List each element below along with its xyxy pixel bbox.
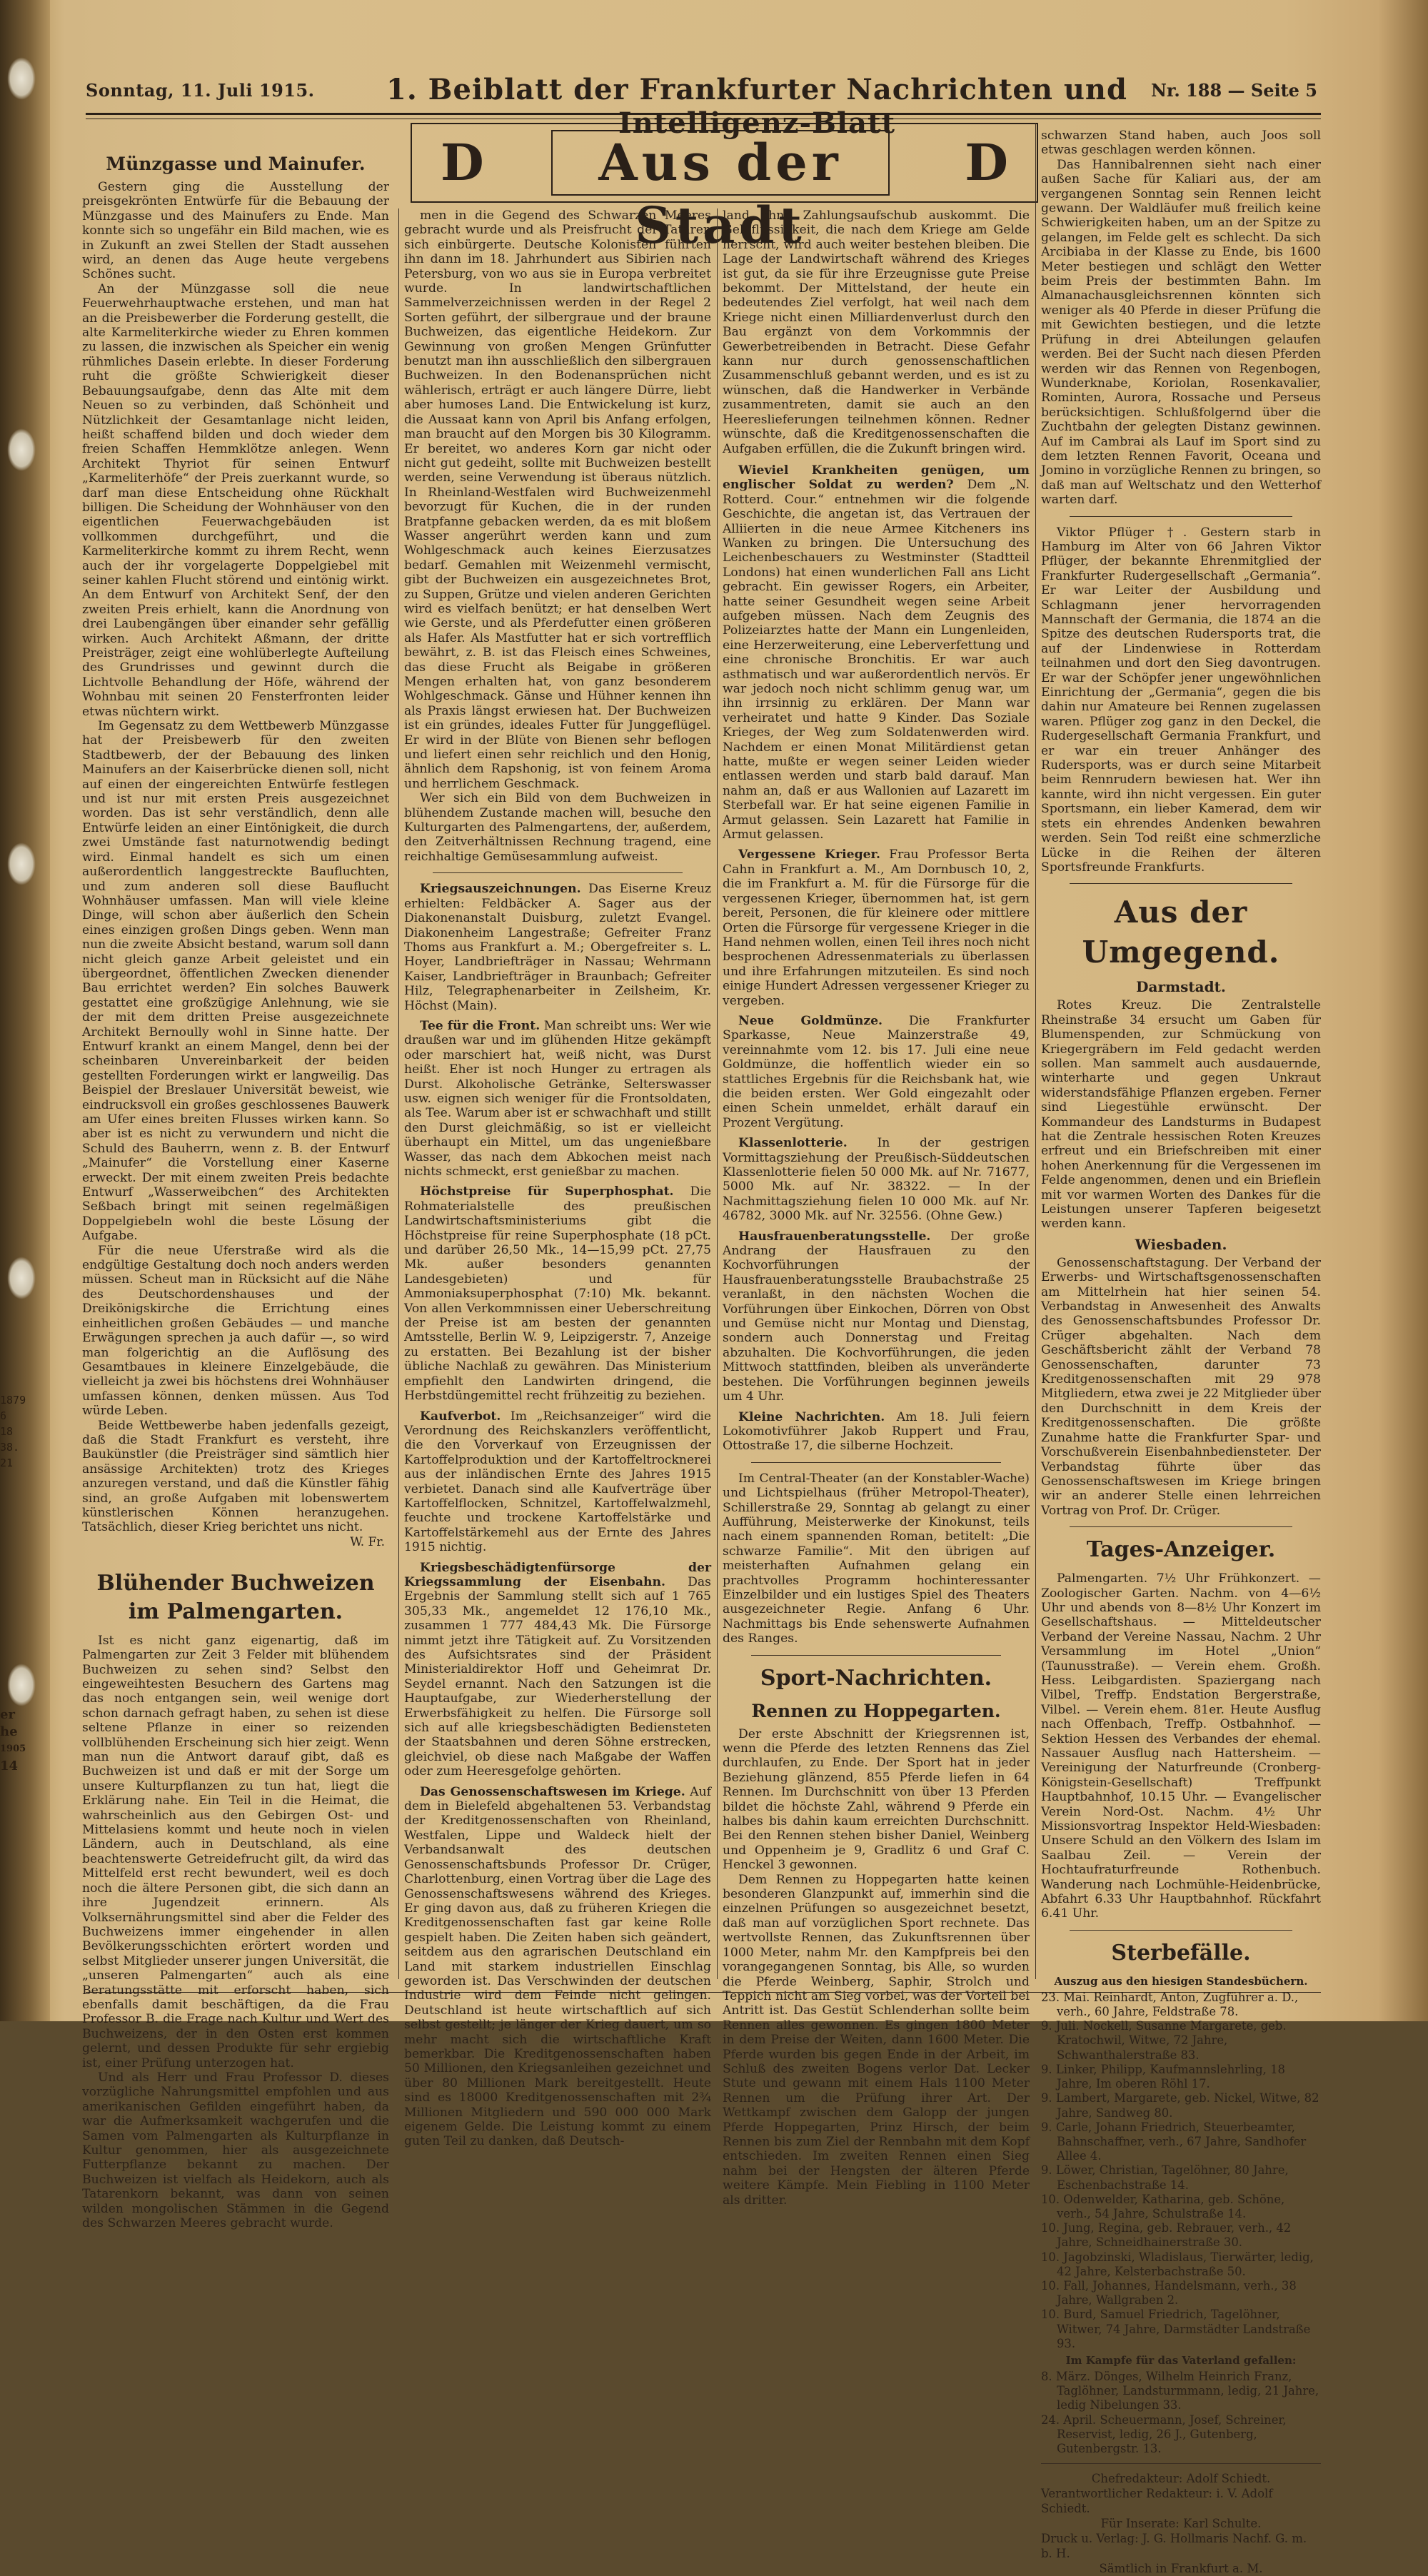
- imprint: [1041, 2471, 1321, 2576]
- section-title-frame: [551, 130, 890, 255]
- news-item-head: Hausfrauenberatungsstelle.: [738, 1229, 931, 1244]
- death-entry: 9. Lambert, Margarete, geb. Nickel, Witwe, 82 Jahre, Sandweg 80.: [1041, 2091, 1319, 2120]
- place-heading: Wiesbaden.: [1135, 1235, 1227, 1253]
- edge-number: 6: [0, 1409, 7, 1422]
- article-paragraph: land ohne Zahlungsaufschub auskommt. Die Geldflüssigkeit, die nach dem Kriege am Gelde herrscht, wird auch weiter bestehen bleiben. Die Lage der Landwirtschaft während des Krieges ist gut, da sie für ihre Erzeugnisse gute Preise bekommt. Der Mittelstand, der heute ein bedeutendes Ziel verfolgt, hat weil nach dem Kriege nicht einen Milliardenverlust durch den Bau ergänzt von dem Vorkommnis der Gewerbetreibenden in Betracht. Diese Gefahr kann nur durch genossenschaftlichen Zusammenschluß gebannt werden, und es ist zu wünschen, daß die Handwerker in Verbände zusammentreten, damit sie auch an den Heereslieferungen teilnehmen können. Redner wünschte, daß die Kreditgenossenschaften die Aufgaben erfüllen, die die Zukunft bringen wird.: [723, 208, 1030, 456]
- article-paragraph: Für die neue Uferstraße wird als die endgültige Gestaltung doch noch anders werden müssen. Scheut man in Rücksicht auf die Nähe des Deutschordenshauses und der Dreikönigskirche die Errichtung eines einheitlichen großen Gebäudes — und manche Erwägungen sprechen ja auch dafür —, so wird man folgerichtig an die Auflösung des Gesamtbaues in kleinere Einzelgebäude, die vielleicht ja zwei bis höchstens drei Wohnhäuser umfassen können, denken müssen. Aus Tod würde Leben.: [82, 1243, 389, 1419]
- news-item-head: Vergessene Krieger.: [738, 847, 880, 862]
- edge-number: er: [0, 1707, 15, 1722]
- fallen-entry: 24. April. Scheuermann, Josef, Schreiner, Reservist, ledig, 26 J., Gutenberg, Gutenbergstr. 13.: [1041, 2413, 1287, 2455]
- section-heading-tages: Tages-Anzeiger.: [1086, 1537, 1276, 1563]
- section-title: Aus der Stadt: [598, 133, 843, 255]
- imprint-line: Verantwortlicher Redakteur: i. V. Adolf Schiedt.: [1041, 2487, 1273, 2516]
- death-entry: 9. Carle, Johann Friedrich, Steuerbeamter, Bahnschaffner, verh., 67 Jahre, Sandhofer Allee 4.: [1041, 2120, 1307, 2163]
- separator: [1070, 883, 1292, 884]
- news-item-text: Die Frankfurter Sparkasse, Neue Mainzerstraße 49, vereinnahmte vom 12. bis 17. Juli eine neue Goldmünze, die hoffentlich wieder ein so stattliches Ergebnis für die Reichsbank hat, wie die beiden ersten. Wer Gold eingezahlt oder einen Schein unmeldet, erhält darauf ein Prozent Vergütung.: [723, 1013, 1030, 1130]
- column-divider: [398, 208, 399, 1979]
- article-paragraph: men in die Gegend des Schwarzen Meeres gebracht wurde und als Preisfrucht der Tataren sich einbürgerte. Deutsche Kolonisten führten ihn dann im 18. Jahrhundert aus Sibirien nach Petersburg, von wo aus sie in Europa verbreitet wurde. In landwirtschaftlichen Sammelverzeichnissen werden in der Regel 2 Sorten geführt, der silbergraue und der braune Buchweizen, das eigentliche Heidekorn. Zur Gewinnung von großen Mengen Grünfutter benutzt man ihn ausschließlich den silbergrauen Buchweizen. In den Bodenansprüchen nicht wählerisch, erträgt er auch längere Dürre, liebt aber humoses Land. Die Entwickelung ist kurz, die Aussaat kann von April bis Anfang erfolgen, man braucht auf den Morgen bis 30 Kilogramm. Er bereitet, wo anderes Korn gar nicht oder nicht gut gedeiht, sollte mit Buchweizen bestellt werden, seine Verwendung ist überaus nützlich. In Rheinland-Westfalen wird Buchweizenmehl bevorzugt für Kuchen, die in der runden Bratpfanne gebacken werden, da es mit bloßem Wasser angerührt werden kann und zum Wohlgeschmack auch keines Eierzusatzes bedarf. Gemahlen mit Weizenmehl vermischt, gibt der Buchweizen ein ausgezeichnetes Brot, zu Suppen, Grütze und vielen anderen Gerichten wird es vielfach benützt; er hat denselben Wert wie Gerste, und als Pferdefutter einen größeren als Hafer. Als Mastfutter hat er sich vortrefflich bewährt, z. B. ist das Fleisch eines Schweines, das diese Frucht als Beigabe in größeren Mengen erhalten hat, von ganz besonderem Wohlgeschmack. Gänse und Hühner kennen ihn als Praxis längst erwiesen hat. Der Buchweizen ist ein gründes, ideales Futter für Junggeflügel. Er wird in der Blüte von Bienen sehr beflogen und liefert einen sehr reichlich und den Honig, ähnlich dem Rapshonig, ist von feinem Aroma und herrlichem Geschmack.: [404, 208, 711, 791]
- news-item: [723, 1136, 1030, 1223]
- edge-number: 1905: [0, 1744, 26, 1754]
- death-entry: 10. Jagobzinski, Wladislaus, Tierwärter, ledig, 42 Jahre, Kelsterbachstraße 50.: [1041, 2250, 1314, 2278]
- theater-notice: Im Central-Theater (an der Konstabler-Wache) und Lichtspielhaus (früher Metropol-Theater), Schillerstraße 29, Sonntag ab gelangt zu einer Aufführung, Meisterwerke der Kinokunst, teils nach einem spannenden Roman, betitelt: „Die schwarze Familie“. Mit den übrigen auf meisterhaften Aufnahmen gelang ein prachtvolles Programm hochinteressanter Einzelbilder und ein lustiges Spiel des Theaters ausgezeichneter Regie. Anfang 6 Uhr. Nachmittags bis Ende sehenswerte Aufnahmen des Ranges.: [723, 1471, 1030, 1646]
- death-entry: 9. Löwer, Christian, Tagelöhner, 80 Jahre, Eschenbachstraße 14.: [1041, 2163, 1289, 2192]
- stitch: [7, 1664, 36, 1706]
- edge-numbers-lower: [0, 1706, 26, 1775]
- ornament-right: D: [965, 133, 1008, 192]
- edge-number: 1879: [0, 1394, 26, 1407]
- news-item-head: Kriegsbeschädigtenfürsorge der Kriegssammlung der Eisenbahn.: [404, 1560, 711, 1589]
- article-heading: Blühender Buchweizen im Palmengarten.: [96, 1570, 375, 1624]
- edge-number: 21: [0, 1456, 14, 1469]
- news-item-text: Das Ergebnis der Sammlung stellt sich auf 1 765 305,33 Mk., angemeldet 12 176,10 Mk., zusammen 1 777 484,43 Mk. Die Fürsorge nimmt jetzt ihre Tätigkeit auf. Zu Vorsitzenden des Aufsichtsrates sind der Präsident Ministerialdirektor Hoff und Geheimrat Dr. Seydel ernannt. Nach den Satzungen ist die Hauptaufgabe, zur Wiederherstellung der Erwerbsfähigkeit zu helfen. Die Fürsorge soll sich auf alle kriegsbeschädigten Bediensteten der Staatsbahnen und deren Söhne erstrecken, gleichviel, ob diese nach Maßgabe der Waffen oder zum Heeresgefolge gehörten.: [404, 1574, 711, 1779]
- death-entry: 10. Fall, Johannes, Handelsmann, verh., 38 Jahre, Wallgraben 2.: [1041, 2278, 1297, 2308]
- article-paragraph: Im Gegensatz zu dem Wettbewerb Münzgasse hat der Preisbewerb für den zweiten Stadtbewerb, der der Bebauung des linken Mainufers an der Kaiserbrücke dienen soll, nicht auf einen der eingereichten Entwürfe festlegen und ist nur mit ersten Preis ausgezeichnet worden. Das ist sehr verständlich, denn alle Entwürfe leiden an einer Eintönigkeit, die durch zwei Umstände fast naturnotwendig bedingt wird. Einmal handelt es sich um einen außerordentlich langgestreckte Baufluchten, und zum anderen soll diese Bauflucht Wohnhäuser umfassen. Man will viele kleine Dinge, will schon aber äußerlich den Schein eines einzigen großen Dings geben. Wenn man nun die zweite Absicht bestand, warum soll dann nicht gleich ganze Arbeit geleistet und ein übergeordnet, öffentlichen Zwecken dienender Bau errichtet werden? Ein solches Bauwerk gestattet eine großzügige Anlehnung, wie sie der mit dem dritten Preise ausgezeichnete Architekt Bernoully wohl in Sinne hatte. Der Entwurf krankt an einem Mangel, denn bei der scheinbaren Unvereinbarkeit der beiden gestellten Forderungen wirkt er langweilig. Das Beispiel der Breslauer Universität beweist, wie eindrucksvoll ein großes geschlossenes Bauwerk am Ufer eines breiten Flusses wirken kann. So aber ist es nicht zu verwundern und nicht die Schuld des Bauherrn, wenn z. B. der Entwurf „Mainufer“ die Vorstellung einer Kaserne erweckt. Der mit einem zweiten Preis bedachte Entwurf „Wasserweibchen“ des Architekten Seßbach bringt mit seinen regelmäßigen Doppelgiebeln wohl die beste Lösung der Aufgabe.: [82, 719, 389, 1244]
- edge-number: he: [0, 1724, 18, 1739]
- article-paragraph: Wer sich ein Bild von dem Buchweizen in blühendem Zustande machen will, besuche den Kulturgarten des Palmengartens, der, außerdem, den Zeitverhältnissen Rechnung tragend, eine reichhaltige Gemüsesammlung aufweist.: [404, 791, 711, 864]
- article-paragraph: Genossenschaftstagung. Der Verband der Erwerbs- und Wirtschaftsgenossenschaften am Mittelrhein hat hier seinen 54. Verbandstag in Anwesenheit des Anwalts des Genossenschaftsbundes Professor Dr. Crüger abgehalten. Nach dem Geschäftsbericht zählt der Verband 78 Genossenschaften, darunter 73 Kreditgenossenschaften mit 29 978 Mitgliedern, etwa zwei je 22 Mitglieder über den Durchschnitt in dem Kreis der Kreditgenossenschaften. Die größte Zunahme hatte die Frankfurter Spar- und Vorschußverein Eisenbahnbediensteter. Der Verbandstag führte über das Genossenschaftswesen im Kriege bringen wir an anderer Stelle einen lehrreichen Vortrag von Prof. Dr. Crüger.: [1041, 1255, 1321, 1518]
- death-entry: 10. Burd, Samuel Friedrich, Tagelöhner, Witwer, 74 Jahre, Darmstädter Landstraße 93.: [1041, 2308, 1311, 2350]
- news-item-head: Das Genossenschaftswesen im Kriege.: [420, 1784, 685, 1799]
- news-item-text: In der gestrigen Vormittagsziehung der Preußisch-Süddeutschen Klassenlotterie fielen 50 000 Mk. auf Nr. 71677, 5000 Mk. auf Nr. 38322. — In der Nachmittagsziehung fielen 10 000 Mk. auf Nr. 46782, 3000 Mk. auf Nr. 32556. (Ohne Gew.): [723, 1136, 1030, 1224]
- footer-rule: [86, 1992, 1321, 1993]
- separator: [433, 872, 683, 873]
- news-item-head: Klassenlotterie.: [738, 1136, 848, 1151]
- news-item: [404, 1409, 711, 1555]
- stitch: [7, 1257, 36, 1299]
- article-paragraph: schwarzen Stand haben, auch Joos soll etwas geschlagen werden können.: [1041, 129, 1321, 158]
- column-2: [404, 208, 712, 2149]
- news-item: [404, 1561, 711, 1779]
- fallen-list: [1041, 2370, 1321, 2456]
- column-divider: [1035, 123, 1036, 1979]
- edge-number: 18: [0, 1425, 14, 1438]
- news-item: [723, 1014, 1030, 1130]
- article-heading: Münzgasse und Mainufer.: [106, 154, 366, 174]
- imprint-line: Druck u. Verlag: J. G. Hollmaris Nachf. G. m. b. H.: [1041, 2532, 1307, 2561]
- news-item-head: Neue Goldmünze.: [738, 1013, 883, 1028]
- imprint-line: Sämtlich in Frankfurt a. M.: [1099, 2562, 1263, 2576]
- masthead: 1. Beiblatt der Frankfurter Nachrichten und Intelligenz-Blatt: [386, 73, 1127, 140]
- article-paragraph: Das Hannibalrennen sieht nach einer außen Sache für Kaliari aus, der am vergangenen Sonntag sein Rennen leicht gewann. Der Waldläufer muß freilich keine Schwierigkeiten haben, um an der Spitze zu gelangen, im Felde gelt es schlecht. Da sich Arcibiaba in der Klasse zu Ende, bis 1600 Meter bestiegen und schlägt den Wetter beim Preis der bestimmten Bahn. Im Almanachausgleichsrennen könnten sich weniger als 40 Pferde in dieser Prüfung die mit Gewichten bestiegen, und die letzte Prüfung in drei Abteilungen gelaufen werden. Bei der Sucht nach diesen Pferden werden wir das Rennen von Regenbogen, Wunderknabe, Koriolan, Rosenkavalier, Rominten, Aurora, Rossache und Perseus berücksichtigen. Schlußfolgernd über die Zuchtbahn der gelegten Distanz gewinnen. Auf im Cambrai als Lauf im Sport sind zu dem letzten Rennen Favorit, Oceana und Jomino in vorzügliche Rennen zu bringen, so daß man auf Weltschatz und den Wetterhof warten darf.: [1041, 157, 1321, 508]
- death-entry: 9. Juli. Nockell, Susanne Margarete, geb. Kratochwil, Witwe, 72 Jahre, Schwanthalerstraße 83.: [1041, 2019, 1287, 2062]
- place-heading: Darmstadt.: [1136, 978, 1226, 996]
- news-item-text: Dem „N. Rotterd. Cour.“ entnehmen wir die folgende Geschichte, die angetan ist, das Vertrauen der Alliierten in die neue Armee Kitcheners ins Wanken zu bringen. Die Untersuchung des Leichenbeschauers zu Westminster (Stadtteil Londons) hat einen wunderlichen Fall ans Licht gebracht. Ein gewisser Rogers, ein Arbeiter, hatte seiner Gesundheit wegen seine Arbeit aufgeben müssen. Nach dem Zeugnis des Polizeiarztes hatte der Mann ein Lungenleiden, eine Herzerweiterung, eine Leberverfettung und eine chronische Bronchitis. Er war auch asthmatisch und war außerordentlich nervös. Er war jedoch noch nicht schlimm genug war, um ihn irrsinnig zu erklären. Der Mann war verheiratet und hatte 9 Kinder. Das Soziale Krieges, der Weg zum Soldatenwerden wird. Nachdem er einen Monat Militärdienst getan hatte, mußte er wegen seiner Leiden wieder entlassen werden und starb bald darauf. Man nahm an, daß er aus Wallonien auf Lazarett im Sterbefall war. Er hat seine eigenen Familie in Armut gelassen. Sein Lazarett hat Familie in Armut gelassen.: [723, 478, 1030, 842]
- deaths-subheading: Auszug aus den hiesigen Standesbüchern.: [1054, 1974, 1308, 1988]
- ornament-left: D: [441, 133, 484, 192]
- separator: [751, 1655, 1001, 1656]
- news-item-text: Auf dem in Bielefeld abgehaltenen 53. Verbandstag der Kreditgenossenschaften von Rheinland, Westfalen, Lippe und Waldeck hielt der Verbandsanwalt des deutschen Genossenschaftsbunds Professor Dr. Crüger, Charlottenburg, einen Vortrag über die Lage des Genossenschaftswesens während des Krieges. Er ging davon aus, daß zu früheren Kriegen die Kreditgenossenschaften fast gar keine Rolle gespielt haben. Die Zeiten haben sich geändert, seitdem aus den agrarischen Deutschland ein Land mit starkem industriellen Einschlag geworden ist. Das Verschwinden der deutschen Industrie wird dem Feinde nicht gelingen. Deutschland ist heute wirtschaftlich auf sich selbst gestellt; je länger der Krieg dauert, um so mehr macht sich die wirtschaftliche Kraft bemerkbar. Die Kreditgenossenschaften haben 50 Millionen, den Kriegsanleihen gezeichnet und über 80 Millionen Mark bereitgestellt. Heute sind es 18000 Kreditgenossenschaften mit 2¾ Millionen Mitgliedern und 590 000 000 Mark eigenem Gelde. Die Leistung kommt zu einem guten Teil zu danken, daß Deutsch-: [404, 1784, 711, 2149]
- news-item-text: Das Eiserne Kreuz erhielten: Feldbäcker A. Sager aus der Diakonenanstalt Duisburg, zuletzt Evangel. Diakonenheim Langestraße; Gefreiter Franz Thoms aus Frankfurt a. M.; Obergefreiter s. L. Hoyer, Landbriefträger in Nassau; Wehrmann Kaiser, Landbriefträger in Braunbach; Gefreiter Hilz, Telegraphenarbeiter in Zeilsheim, Kr. Höchst (Main).: [404, 882, 711, 1013]
- death-entry: 10. Jung, Regina, geb. Rebrauer, verh., 42 Jahre, Schneidhainerstraße 30.: [1041, 2221, 1292, 2250]
- news-item: [404, 1019, 711, 1179]
- binding-gutter: [0, 0, 50, 2021]
- section-heading-sport: Sport-Nachrichten.: [760, 1665, 992, 1691]
- death-entry: 23. Mai. Reinhardt, Anton, Zugführer a. D., verh., 60 Jahre, Feldstraße 78.: [1041, 1990, 1299, 2019]
- news-item-head: Kleine Nachrichten.: [738, 1409, 885, 1424]
- column-divider: [717, 208, 718, 1979]
- news-item-head: Wieviel Krankheiten genügen, um englischer Soldat zu werden?: [723, 463, 1030, 493]
- stitch: [7, 428, 36, 471]
- news-item: [404, 1184, 711, 1403]
- column-4: [1041, 129, 1321, 2576]
- article-paragraph: Und als Herr und Frau Professor D. dieses vorzügliche Nahrungsmittel empfohlen und aus amerikanischen Gefilden eingeführt haben, da war die Aufmerksamkeit wachgerufen und die Samen vom Palmengarten als Kulturpflanze in Kultur genommen, hier als ausgezeichnete Futterpflanze bekannt zu machen. Der Buchweizen ist vielfach als Heidekorn, auch als Tatarenkorn bekannt, was dann von seinen wilden mongolischen Stämmen in die Gegend des Schwarzen Meeres gebracht wurde.: [82, 2070, 389, 2231]
- news-item-text: Frau Professor Berta Cahn in Frankfurt a. M., Am Dornbusch 10, 2, die im Frankfurt a. M. für die Fürsorge für die vergessenen Krieger, übernommen hat, ist gern bereit, Personen, die für kleinere oder mittlere Orten die Fürsorge für vergessene Krieger in die Hand nehmen wollen, einen Teil ihres noch nicht besprochenen Adressenmaterials zu überlassen und ihre Erfahrungen mitzuteilen. Es sind noch einige Hundert Adressen vergessener Krieger zu vergeben.: [723, 847, 1030, 1008]
- fallen-entry: 8. März. Dönges, Wilhelm Heinrich Franz, Taglöhner, Landsturmmann, ledig, 21 Jahre, ledig Nibelungen 33.: [1041, 2369, 1319, 2413]
- news-item-head: Tee für die Front.: [420, 1018, 540, 1033]
- article-paragraph: Rotes Kreuz. Die Zentralstelle Rheinstraße 34 ersucht um Gaben für Blumenspenden, zur Schmückung von Kriegergräbern im Feld gedacht werden sollen. Man sammelt auch ausdauernde, winterharte und gegen Unkraut widerstandsfähige Pflanzen ergeben. Ferner sind Liegestühle erwünscht. Der Kommandeur des Landsturms in Budapest hat die Zentrale hessischen Roten Kreuzes erfreut und ein Briefschreiben mit einer hohen Anerkennung für die Vergessenen im Felde angenommen, denen und ein Brieflein mit vor warmen Worten des Dankes für die Leistungen unserer Tapferen beigesetzt werden kann.: [1041, 998, 1321, 1232]
- column-1: [82, 150, 389, 2231]
- separator: [1070, 1526, 1292, 1527]
- column-3: [723, 208, 1030, 2208]
- fallen-subheading: Im Kampfe für das Vaterland gefallen:: [1065, 2353, 1297, 2367]
- news-item-head: Kriegsauszeichnungen.: [420, 882, 581, 897]
- separator: [1070, 1930, 1292, 1931]
- news-item-text: Am 18. Juli feiern Lokomotivführer Jakob Ruppert und Frau, Ottostraße 17, die silberne Hochzeit.: [723, 1409, 1030, 1454]
- news-item: [404, 1785, 711, 2149]
- imprint-line: Für Inserate: Karl Schulte.: [1100, 2517, 1262, 2531]
- stitch: [7, 842, 36, 885]
- page-header: [86, 71, 1317, 140]
- section-heading-umgegend: Aus der Umgegend.: [1082, 895, 1280, 970]
- events-listing: Palmengarten. 7½ Uhr Frühkonzert. — Zoologischer Garten. Nachm. von 4—6½ Uhr und abends von 8—8½ Uhr Konzert im Gesellschaftshaus. — Mitteldeutscher Verband der Vereine Nassau, Nachm. 2 Uhr Versammlung im Hotel „Union“ (Taunusstraße). — Verein ehem. Großh. Hess. Leibgardisten. Spaziergang nach Vilbel, Treffp. Endstation Bergerstraße, Vilbel. — Verein ehem. 81er. Heute Ausflug nach Offenbach, Treffp. Ostbahnhof. — Sektion Hessen des Verbandes der ehemal. Nassauer Ausflug nach Hattersheim. — Vereinigung der Naturfreunde (Cronberg-Königstein-Gesellschaft) Treffpunkt Hauptbahnhof, 10.15 Uhr. — Evangelischer Verein Nord-Ost. Nachm. 4½ Uhr Missionsvortrag Inspektor Held-Wiesbaden: Unsere Schuld an den Völkern des Islam im Saalbau Zeil. — Verein der Hochtaufraturfreunde Rothenbuch. Wanderung nach Lochmühle-Heidenbrücke, Abfahrt 6.33 Uhr Hauptbahnhof. Rückfahrt 6.41 Uhr.: [1041, 1571, 1321, 1921]
- news-item: [723, 1229, 1030, 1404]
- edge-numbers: [0, 1392, 26, 1471]
- stitch: [7, 57, 36, 100]
- separator: [751, 1462, 1001, 1463]
- article-paragraph: Dem Rennen zu Hoppegarten hatte keinen besonderen Glanzpunkt auf, immerhin sind die einzelnen Prüfungen so ausgezeichnet besetzt, daß man auf vorzüglichen Sport rechnete. Das wertvollste Rennen, das Zukunftsrennen über 1000 Meter, nahm Mr. den Kampfpreis bei den vorangegangenen Sonntag, bis Alle, so wurden die Pferde Weinberg, Saphir, Strolch und Teppich nicht am Sieg vorbei, was der Vorteil bei Antritt ist. Das Gestüt Schlenderhan sollte beim Rennen alles gewonnen. Es gingen 1800 Meter in dem Preise der Weiten, dann 1600 Meter. Die Pferde wurden bis gegen Ende in der Arbeit, im Schluß des zweiten Bogens verlor Dat. Lecker Stute und gewann mit einem Hals 1100 Meter Rennen um die Prüfung ihrer Art. Der Wettkampf zwischen dem Galopp der jungen Pferde Hoppegarten, Prinz Hirsch, der beim Rennen bis zum Ziel der Rennbahn mit dem Kopf entschieden. Im zweiten Rennen einen Sieg nahm bei der Hengsten der älteren Pferde weitere Kämpfe. Mein Fiebling in 1100 Meter als dritter.: [723, 1872, 1030, 2208]
- edge-number: 14: [0, 1759, 19, 1773]
- news-item-text: Im „Reichsanzeiger“ wird die Verordnung des Reichskanzlers veröffentlicht, die den Vorverkauf von Erzeugnissen der Kartoffelproduktion und der Kartoffeltrocknerei aus der inländischen Ernte des Jahres 1915 verbietet. Danach sind alle Kaufverträge über Kartoffelflocken, Schnitzel, Kartoffelwalzmehl, feuchte und trockene Kartoffelstärke und Kartoffelstärkemehl aus der Ernte des Jahres 1915 nichtig.: [404, 1409, 712, 1555]
- section-heading-sterbe: Sterbefälle.: [1111, 1940, 1251, 1966]
- article-paragraph: Gestern ging die Ausstellung der preisgekrönten Entwürfe für die Bebauung der Münzgasse und des Mainufers zu Ende. Man konnte sich so ungefähr ein Bild machen, wie es in Zukunft an zwei Stellen der Stadt aussehen wird, an denen das Auge heute vergebens Schönes sucht.: [82, 180, 389, 282]
- header-rule: [86, 113, 1321, 115]
- separator: [1041, 2463, 1321, 2464]
- author-signature: W. Fr.: [350, 1534, 385, 1549]
- news-item-text: Man schreibt uns: Wer wie draußen war und im glühenden Hitze gekämpft oder marschiert hat, weiß nicht, was Durst heißt. Eher ist noch Hunger zu ertragen als Durst. Alkoholische Getränke, Selterswasser usw. eignen sich weniger für die Frontsoldaten, als Tee. Warum aber ist er schwachhaft und stillt den Durst gleichmäßig, so ist er vielleicht überhaupt ein Mittel, um das ungenießbare Wasser, das nach dem Abkochen meist nach nichts schmeckt, erst genießbar zu machen.: [404, 1018, 711, 1179]
- news-item: [404, 882, 711, 1013]
- separator: [1070, 516, 1292, 517]
- news-item-head: Höchstpreise für Superphosphat.: [420, 1184, 674, 1199]
- article-paragraph: Beide Wettbewerbe haben jedenfalls gezeigt, daß die Stadt Frankfurt es versteht, ihre Baukünstler (die Preisträger sind sämtlich hier ansässige Architekten) trotz des Krieges anzuregen verstand, und daß die Künstler fähig sind, an große Aufgaben mit lobenswertem künstlerischen Können heranzugehen. Tatsächlich, dieser Krieg berichtet uns nicht.: [82, 1418, 389, 1535]
- news-item: [723, 463, 1030, 842]
- article-paragraph: Ist es nicht ganz eigenartig, daß im Palmengarten zur Zeit 3 Felder mit blühendem Buchweizen zu sehen sind? Selbst den eingeweihtesten Besuchern des Gartens mag das noch entgangen sein, weil wenige dort schon darnach gefragt haben, zu sehen ist diese seltene Pflanze in einer so reizenden vollblühenden Erscheinung sich hier zeigt. Wenn man nun die Antwort darauf gibt, daß es Buchweizen ist und daß er mit der Sorge um unsere Kulturpflanzen zu tun hat, liegt die Erklärung nahe. Ein Teil in die Heimat, die wahrscheinlich aus den Gebirgen Ost- und Mittelasiens kommt und heute noch in vielen Ländern, auch in Deutschland, als eine beachtenswerte Getreidefrucht gilt, da wird das Mittelfeld erst recht bewundert, weil es doch noch die ältere Personen gibt, die sich dann an ihre Jugendzeit erinnern. Als Volksernährungsmittel sind aber die Felder des Buchweizens immer eingehender in allen Bevölkerungsschichten erörtert worden und selbst Mitglieder unserer jungen Universität, die „unseren Palmengarten“ auch als eine Beratungsstätte mit erforscht haben, sich ebenfalls damit beschäftigen, da die Frau Professor B. die Frage nach Kultur und Wert des Buchweizens, der in den Osten erst kommen gelernt, und dessen Produkte für sehr ergiebig ist, einer Prüfung unterzogen hat.: [82, 1633, 389, 2071]
- section-title-box: [411, 123, 1038, 255]
- news-item-head: Kaufverbot.: [420, 1409, 501, 1424]
- imprint-line: Chefredakteur: Adolf Schiedt.: [1091, 2472, 1271, 2486]
- article-paragraph: An der Münzgasse soll die neue Feuerwehrhauptwache erstehen, und man hat an die Preisbewerber die Forderung gestellt, die alte Karmeliterkirche wieder zu Ehren kommen zu lassen, die inzwischen als Speicher ein wenig rühmliches Dasein erlebte. In dieser Forderung ruht die größte Schwierigkeit dieser Bebauungsaufgabe, denn das Alte mit dem Neuen so zu verbinden, daß Schönheit und Nützlichkeit der Gesamtanlage nicht leiden, heißt schaffend bilden und doch wieder dem freien Schaffen Hemmklötze anlegen. Wenn Architekt Thyriot für seinen Entwurf „Karmeliterhöfe“ der Preis zuerkannt wurde, so darf man diese Entscheidung ohne Rückhalt billigen. Die Scheidung der Wohnhäuser von den eigentlichen Feuerwachgebäuden ist vollkommen durchgeführt, und die Karmeliterkirche kommt zu ihrem Recht, wenn auch der ihr vorgelagerte Doppelgiebel mit seiner kahlen Flucht störend und eintönig wirkt. An dem Entwurf von Architekt Senf, der den zweiten Preis erhielt, kann die Anordnung von drei Laubengängen über einander sehr gefällig wirken. Auch Architekt Aßmann, der dritte Preisträger, zeigt eine wohlüberlegte Aufteilung des Grundrisses und gewinnt durch die Lichtvolle Behandlung der Höfe, während der Wohnbau mit seinen 20 Fensterfronten leider etwas nüchtern wirkt.: [82, 281, 389, 719]
- obituary-notice: Viktor Pflüger †. Gestern starb in Hamburg im Alter von 66 Jahren Viktor Pflüger, der bekannte Ehrenmitglied der Frankfurter Rudergesellschaft „Germania“. Er war Leiter der Ausbildung und Schlagmann jener hervorragenden Mannschaft der Germania, die 1874 an die Spitze des deutschen Rudersports trat, die auf der Lindenwiese in Rotterdam teilnahmen und dort den Sieg davontrugen. Er war der Schöpfer jener ungewöhnlichen Einrichtung der „Germania“, gegen die bis dahin nur Amateure bei Rennen zugelassen waren. Pflüger zog ganz in den Deckel, die Rudergesellschaft Germania Frankfurt, und er war ein treuer Anhänger des Rudersports, was er durch seine Mitarbeit beim Rennrudern bewiesen hat. Wer ihn kannte, wird ihn nicht vergessen. Ein guter Sportsmann, ein lieber Kamerad, dem wir stets ein ehrendes Andenken bewahren werden. Sein Tod reißt eine schmerzliche Lücke in die Reihen der älteren Sportsfreunde Frankfurts.: [1041, 525, 1321, 875]
- death-entry: 9. Linker, Philipp, Kaufmannslehrling, 18 Jahre, Im oberen Röhl 17.: [1041, 2062, 1285, 2091]
- edge-number: 38.: [0, 1441, 20, 1454]
- article-paragraph: Der erste Abschnitt der Kriegsrennen ist, wenn die Pferde des letzten Rennens das Ziel durchlaufen, zu Ende. Der Sport hat in jeder Beziehung glänzend, 855 Pferde liefen in 64 Rennen. Im Durchschnitt von über 13 Pferden bildet die höchste Zahl, während 9 Pferde ein halbes bis dahin kaum erreichten Durchschnitt. Bei den Rennen stehen bisher Daniel, Weinberg und Oppenheim je 9, Gradlitz 6 und Graf C. Henckel 3 gewonnen.: [723, 1726, 1030, 1873]
- article-heading: Rennen zu Hoppegarten.: [751, 1700, 1001, 1721]
- death-entry: 10. Odenwelder, Katharina, geb. Schöne, verh., 54 Jahre, Schulstraße 14.: [1041, 2192, 1285, 2220]
- news-item-text: Der große Andrang der Hausfrauen zu den Kochvorführungen der Hausfrauenberatungsstelle Braubachstraße 25 veranlaßt, in den nächsten Wochen die Vorführungen über Einkochen, Dörren von Obst und Gemüse nicht nur Montag und Dienstag, sondern auch Donnerstag und Freitag abzuhalten. Die Kochvorführungen, die jeden Mittwoch stattfinden, bleiben als unveränderte bestehen. Die Vorführungen beginnen jeweils um 4 Uhr.: [723, 1229, 1030, 1404]
- deaths-list: [1041, 1991, 1321, 2351]
- issue-number: Nr. 188 — Seite 5: [1150, 80, 1317, 101]
- news-item: [723, 847, 1030, 1007]
- issue-date: Sonntag, 11. Juli 1915.: [86, 80, 315, 101]
- news-item: [723, 1410, 1030, 1454]
- news-item-text: Die Rohmaterialstelle des preußischen Landwirtschaftsministeriums gibt die Höchstpreise für reine Superphosphate (18 pCt. und darüber 26,50 Mk., 14—15,99 pCt. 27,75 Mk. außer besonders genannten Landesgebieten) und für Ammoniaksuperphosphat (7:10) Mk. bekannt. Von allen Verkommnissen einer Ueberschreitung der Preise ist am besten der genannten Amtsstelle, Berlin W. 9, Leipzigerstr. 7, Anzeige zu erstatten. Bei Bezahlung ist der bisher übliche Nachlaß zu gewähren. Das Ministerium empfiehlt den Landwirten dringend, die Herbstdüngemittel recht frühzeitig zu beziehen.: [404, 1184, 711, 1404]
